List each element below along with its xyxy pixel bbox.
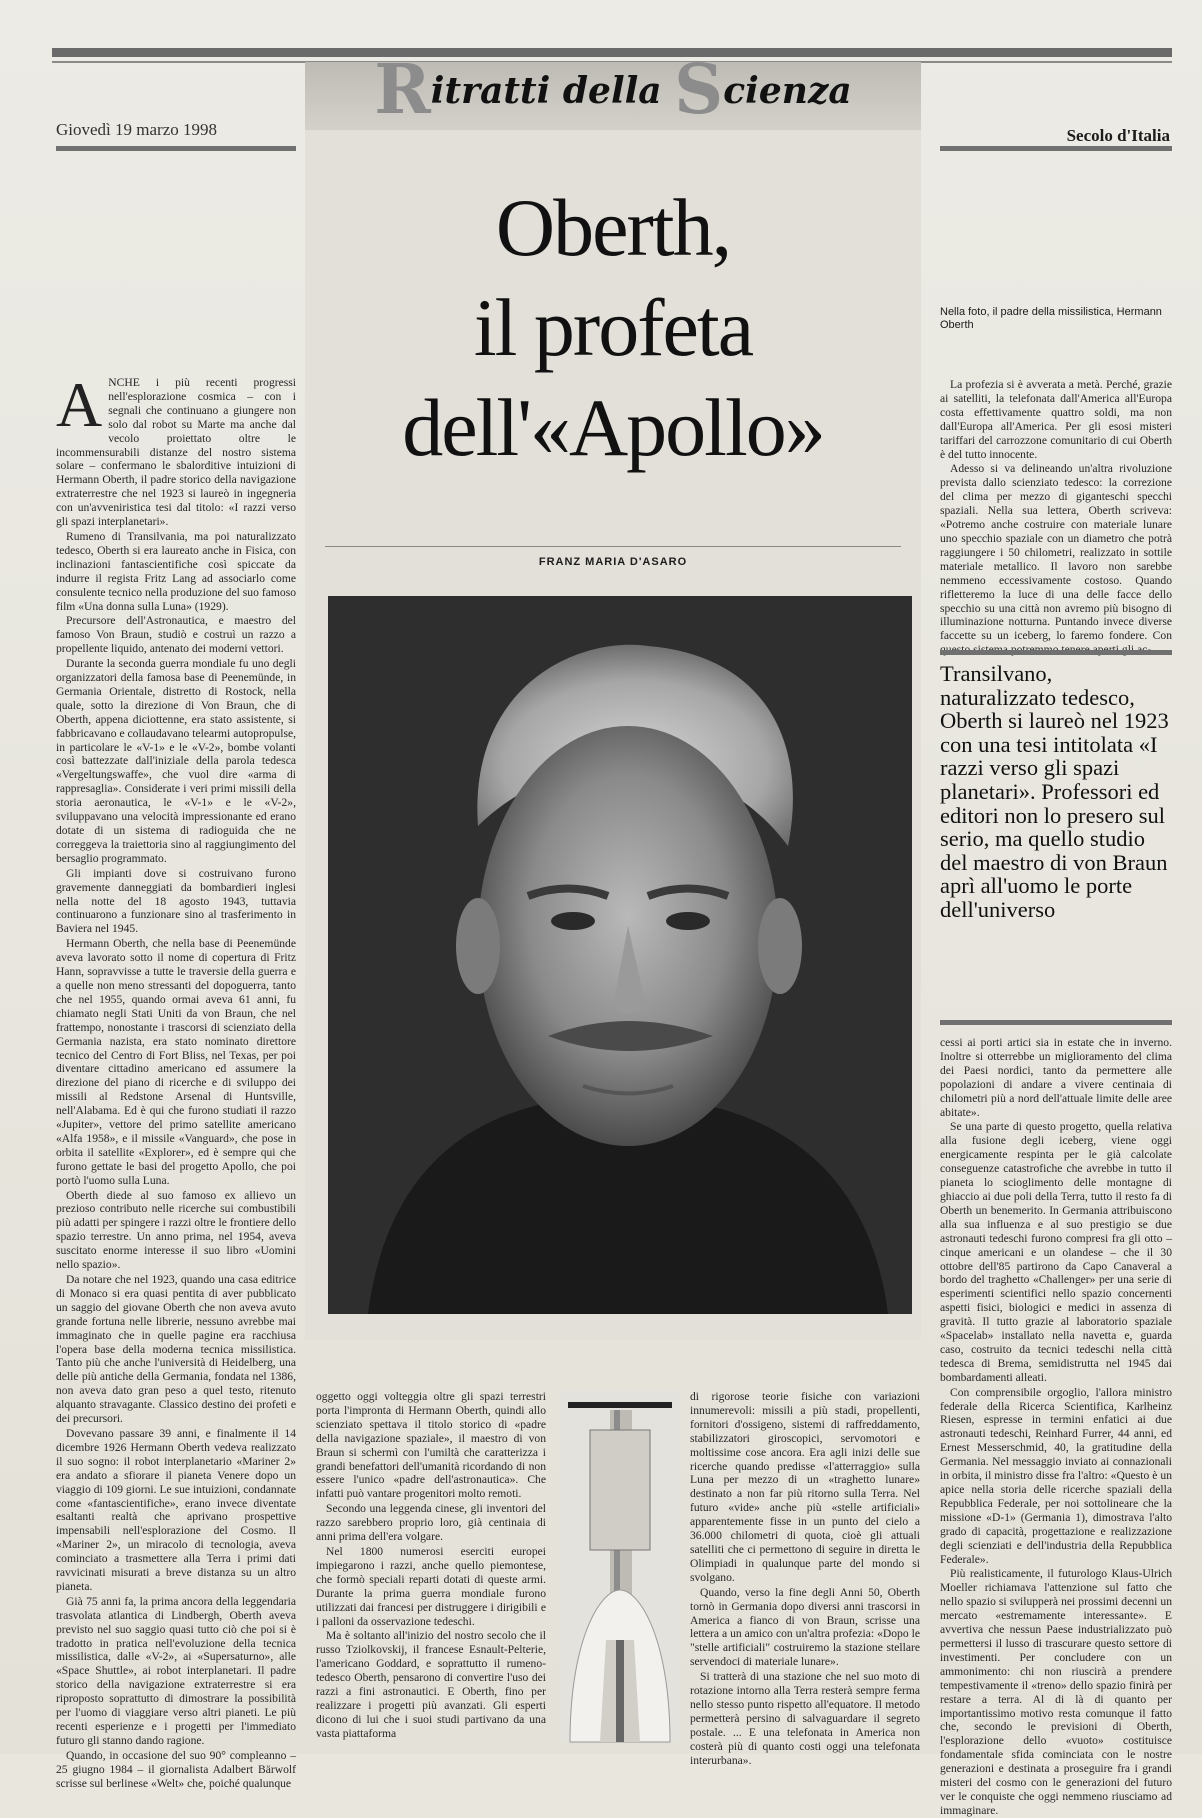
paragraph: Da notare che nel 1923, quando una casa editrice di Monaco si era quasi pentita di aver pubblicato un saggio del giovane Oberth che non aveva avuto grande fortuna nelle librerie, nessuno avrebbe mai immaginato che in quelle pagine era racchiusa l'opera base della moderna tecnica missilistica. Tanto più che anche l'università di Heidelberg, una delle più antiche della Germania, fondata nel 1386, non aveva dato gran peso a quel testo, ritenuto alquanto stravagante. Classico destino dei profeti e dei precursori. (56, 1273, 296, 1426)
right-top-column (940, 378, 1172, 643)
paragraph: Più realisticamente, il futurologo Klaus-Ulrich Moeller richiamava l'attenzione sul fatto che nello spazio si svilupperà nei prossimi decenni un mercato «estremamente interessante». E avvertiva che nessun Paese industrializzato può permettersi il lusso di trascurare questo settore di investimenti. Per concludere con un ammonimento: chi non riuscirà a prendere tempestivamente il «treno» dello spazio finirà per restare a terra. Al di là di quanto per importantissimo motivo resta comunque il fatto che, secondo le previsioni di Oberth, l'esplorazione dello «vuoto» costituisce fondamentale sfida cominciata con le nostre generazioni e destinata a proseguire fra i grandi misteri del cosmo con le generazioni del futuro ver le conquiste che oggi nemmeno riusciamo ad immaginare. (940, 1567, 1172, 1817)
pull-quote: Transilvano, naturalizzato tedesco, Oberth si laureò nel 1923 con una tesi intitolata «I razzi verso gli spazi planetari». Professori ed editori non lo presero sul serio, ma quello studio del maestro di von Braun aprì all'uomo le porte dell'universo (940, 661, 1169, 922)
right-bottom-column (940, 1036, 1172, 1817)
paragraph: Hermann Oberth, che nella base di Peenemünde aveva lavorato sotto il nome di copertura di Fritz Hann, sopravvisse a tutte le traversie della guerra e a quelle non meno stressanti del dopoguerra, tanto che nel 1955, quando ormai aveva 61 anni, fu chiamato negli Stati Uniti da von Braun, che nel frattempo, nonostante i trascorsi di scienziato della Germania nazista, era stato nominato direttore tecnico del Centro di Fort Bliss, nel Texas, per poi diventare cittadino americano ed assumere la direzione del piano di ricerche e di sviluppo dei missili al Redstone Arsenal di Huntsville, nell'Alabama. Ed è qui che furono studiati il razzo «Jupiter», vettore del primo satellite americano «Alfa 1958», e il missile «Vanguard», che pose in orbita il satellite «Explorer», ed è sempre qui che furono gettate le basi del progetto Apollo, che poi portò l'uomo sulla Luna. (56, 937, 296, 1187)
paragraph: Precursore dell'Astronautica, e maestro del famoso Von Braun, studiò e costruì un razzo a propellente liquido, antenato dei moderni vettori. (56, 614, 296, 656)
series-banner (305, 50, 921, 130)
paragraph: Oberth diede al suo famoso ex allievo un prezioso contributo nelle ricerche sui combustibili più adatti per spingere i razzi oltre le frontiere dello spazio terrestre. Un anno prima, nel 1954, aveva suscitato enorme interesse il suo libro «Uomini nello spazio». (56, 1188, 296, 1272)
paragraph: Quando, verso la fine degli Anni 50, Oberth tornò in Germania dopo diversi anni trascorsi in America a fianco di von Braun, scrisse una lettera a un amico con un'altra profezia: «Dopo le "stelle artificiali" costruiremo la stazione stellare servendoci di materiale lunare». (690, 1585, 920, 1669)
headline-line-1: Oberth, (495, 182, 731, 273)
paragraph: Rumeno di Transilvania, ma poi naturalizzato tedesco, Oberth si era laureato anche in Fisica, con inclinazioni fantascientifiche così spiccate da indurre il regista Fritz Lang ad associarlo come consulente tecnico nella produzione del suo famoso film «Una donna sulla Luna» (1929). (56, 529, 296, 613)
headline-line-2: il profeta (473, 282, 753, 373)
top-rule (52, 48, 1172, 57)
paragraph: Dovevano passare 39 anni, e finalmente il 14 dicembre 1926 Hermann Oberth vedeva realizzato il suo sogno: il robot interplanetario «Mariner 2» era andato a sfiorare il pianeta Venere dopo un viaggio di 109 giorni. Le sue intuizioni, condannate come «fantascientifiche», erano invece diventate esaltanti realtà che aprivano prospettive impensabili nell'esplorazione del Cosmo. Il «Mariner 2», un miracolo di tecnologia, aveva cominciato a trasmettere alla Terra i primi dati ravvicinati misurati a breve distanza su un altro pianeta. (56, 1426, 296, 1593)
article-headline (305, 178, 921, 478)
series-title (305, 50, 921, 130)
paragraph: Si tratterà di una stazione che nel suo moto di rotazione intorno alla Terra resterà sempre ferma nello stesso punto rispetto all'equatore. Il metodo permetterà persino di salvaguardare il segreto postale. ... E una telefonata in America non costerà più di quanto costi oggi una telefonata interurbana». (690, 1670, 920, 1767)
newspaper-name: Secolo d'Italia (1066, 126, 1170, 145)
left-article-column (56, 369, 296, 1790)
left-column-rule (56, 146, 296, 151)
paragraph: oggetto oggi volteggia oltre gli spazi terrestri porta l'impronta di Hermann Oberth, quindi allo scienziato spettava il titolo storico di «padre della navigazione spaziale», il maestro di von Braun si schermì con l'umiltà che caratterizza i grandi benefattori dell'umanità ricordando di non essere l'unico «padre dell'astronautica». Che infatti può vantare progenitori molto remoti. (316, 1390, 546, 1501)
paragraph: Nel 1800 numerosi eserciti europei impiegarono i razzi, anche quello piemontese, che formò speciali reparti dotati di queste armi. Durante la prima guerra mondiale furono utilizzati dai francesi per distruggere i dirigibili e i palloni da osservazione tedeschi. (316, 1544, 546, 1628)
paragraph: Ma è soltanto all'inizio del nostro secolo che il russo Tziolkovskij, il francese Esnault-Pelterie, l'americano Goddard, e soprattutto il rumeno-tedesco Oberth, pensarono di convertire l'uso dei razzi a fini astronautici. E Oberth, fino per realizzare i progetti più avanzati. Gli esperti dicono di lui che i suoi studi partivano da una vasta piattaforma (316, 1629, 546, 1740)
rocket-photo (560, 1390, 680, 1742)
portrait-illustration (328, 596, 912, 1314)
series-text-1: itratti della (430, 70, 675, 112)
paragraph: Con comprensibile orgoglio, l'allora ministro federale della Ricerca Scientifica, Karlheinz Riesen, espresse in termini enfatici ai due astronauti tedeschi, Reinhard Furrer, 44 anni, ed Ernest Messerschmid, 40, la gratitudine della Germania. Nel messaggio inviato ai connazionali in orbita, il ministro disse fra l'altro: «Questo è un apice nella storia delle ricerche spaziali della Repubblica Federale, per noi sottolineare che la missione «D-1» (Germania 1), dimostrava l'alto grado di capacità, progettazione e realizzazione degli scienziati e dell'industria della Repubblica Federale». (940, 1385, 1172, 1566)
paragraph: Quando, in occasione del suo 90° compleanno – 25 giugno 1984 – il giornalista Adalbert Bärwolf scrisse sul berlinese «Welt» che, poiché qualunque (56, 1748, 296, 1790)
issue-date: Giovedì 19 marzo 1998 (56, 120, 217, 139)
series-text-2: cienza (723, 70, 852, 112)
drop-cap: A (56, 369, 103, 440)
portrait-photo (328, 596, 912, 1314)
paragraph: Gli impianti dove si costruivano furono gravemente danneggiati da bombardieri inglesi nella notte del 18 agosto 1943, tuttavia continuarono a funzionare sino al trasferimento in Baviera nel 1945. (56, 866, 296, 936)
paragraph: Già 75 anni fa, la prima ancora della leggendaria trasvolata atlantica di Lindbergh, Oberth aveva previsto nel suo saggio quasi tutto ciò che poi si è tradotto in pratica nell'evoluzione della tecnica missilistica, dalle «V-2», ai «Supersaturno», alle «Space Shuttle», ai robot interplanetari. Il padre storico della navigazione extraterrestre si era riproposto soprattutto di dimostrare la possibilità per l'uomo di viaggiare verso altri pianeti. Le più recenti esperienze e i progetti per l'immediato futuro gli stanno dando ragione. (56, 1594, 296, 1747)
series-initial-s: S (674, 50, 724, 130)
paragraph: Adesso si va delineando un'altra rivoluzione prevista dallo scienziato tedesco: la correzione del clima per mezzo di giganteschi specchi spaziali. Nella sua lettera, Oberth scriveva: «Potremo anche costruire con materiale lunare uno specchio spaziale con un diametro che potrà raggiungere i 50 chilometri, realizzato in sottile materiale metallico. Il lavoro non sarebbe nemmeno eccessivamente costoso. Quando rifletteremo la luce di una delle facce dello specchio su una città non avremo più bisogno di illuminazione notturna. Puntando invece diverse faccette su un iceberg, lo faremo fondere. Con (940, 462, 1172, 643)
paragraph: La profezia si è avverata a metà. Perché, grazie ai satelliti, la telefonata dall'America all'Europa costa effettivamente quattro soldi, ma non dall'Europa all'America. Per gli esosi misteri tariffari del carrozzone comunitario di cui Oberth è del tutto innocente. (940, 378, 1172, 461)
pull-quote-rule-bottom (940, 1020, 1172, 1025)
paragraph: NCHE i più recenti progressi nell'esplorazione cosmica – con i segnali che continuano a giungere non solo dal robot su Marte ma anche dal vecolo proiettato oltre le incommensurabili distanze del nostro sistema solare – confermano le sbalorditive intuizioni di Hermann Oberth, il padre storico della navigazione extraterrestre che nel 1923 si laureò in ingegneria con un'avveniristica tesi dal titolo: «I razzi verso gli spazi interplanetari». (56, 376, 296, 529)
byline: FRANZ MARIA D'ASARO (538, 556, 688, 568)
right-column-rule (940, 146, 1172, 151)
bottom-right-column (690, 1390, 920, 1767)
pull-quote-rule-top (940, 650, 1172, 655)
headline-rule (325, 546, 901, 547)
paragraph: di rigorose teorie fisiche con variazioni innumerevoli: missili a più stadi, propellenti, fornitori d'ossigeno, sistemi di raffreddamento, stabilizzatori giroscopici, servomotori e moltissime cose ancora. Era agli inizi delle sue ricerche quando predisse «l'atterraggio» sulla Luna per mezzo di un «traghetto lunare» destinato a non far più ritorno sulla Terra. Nel futuro «vide» anche più «stelle artificiali» apparentemente fisse in un punto del cielo a 36.000 chilometri di quota, cioè gli attuali satelliti che ci permettono di seguire in diretta le Olimpiadi in qualunque parte del mondo si svolgano. (690, 1390, 920, 1584)
headline-line-3: dell'«Apollo» (402, 382, 824, 473)
series-initial-r: R (374, 50, 431, 130)
paragraph: Se una parte di questo progetto, quella relativa alla fusione degli iceberg, viene oggi energicamente respinta per le già calcolate conseguenze catastrofiche che avrebbe in tutto il pianeta lo scioglimento delle montagne di ghiaccio ai due poli della Terra, tutto il resto fa di Oberth un benemerito. In Germania attribuiscono alla sua influenza e al suo prestigio se due astronauti tedeschi furono compresi fra gli otto – cinque americani e un olandese – che il 30 ottobre dell'85 partirono da Capo Canaveral a bordo del traghetto «Challenger» per una serie di esperimenti scientifici nello spazio concernenti aspetti fisici, biologici e medici in assenza di gravità. Il tutto grazie al laboratorio spaziale «Spacelab» installato nella navetta e, guarda caso, costruito da tecnici tedeschi nella città tedesca di Brema, semidistrutta nel 1945 dai bombardamenti alleati. (940, 1120, 1172, 1384)
paragraph: Secondo una leggenda cinese, gli inventori del razzo sarebbero proprio loro, già centinaia di anni prima dell'era volgare. (316, 1502, 546, 1544)
bottom-center-column (316, 1390, 546, 1740)
rocket-illustration (560, 1390, 680, 1742)
paragraph: cessi ai porti artici sia in estate che in inverno. Inoltre si otterrebbe un miglioramento del clima dei Paesi nordici, tanto da permettere alle popolazioni di andare a vivere centinaia di chilometri più a nord dell'attuale limite delle aree abitate». (940, 1036, 1172, 1119)
photo-caption: Nella foto, il padre della missilistica, Hermann Oberth (940, 306, 1162, 331)
paragraph: Durante la seconda guerra mondiale fu uno degli organizzatori della famosa base di Peenemünde, in Germania Orientale, distretto di Rostock, nella quale, sotto la direzione di Von Braun, che di Oberth, appena diciottenne, era stato assistente, si fabbricavano e collaudavano telearmi autopropulse, in particolare le «V-1» e le «V-2», bombe volanti così battezzate dall'iniziale della parola tedesca «Vergeltungswaffe», che vuol dire «arma di rappresaglia». Considerate i veri primi missili della storia aeronautica, le «V-1» e le «V-2», sviluppavano una velocità impressionante ed erano dotate di un sistema di radioguida che ne correggeva la traiettoria sino al raggiungimento del bersaglio programmato. (56, 657, 296, 865)
